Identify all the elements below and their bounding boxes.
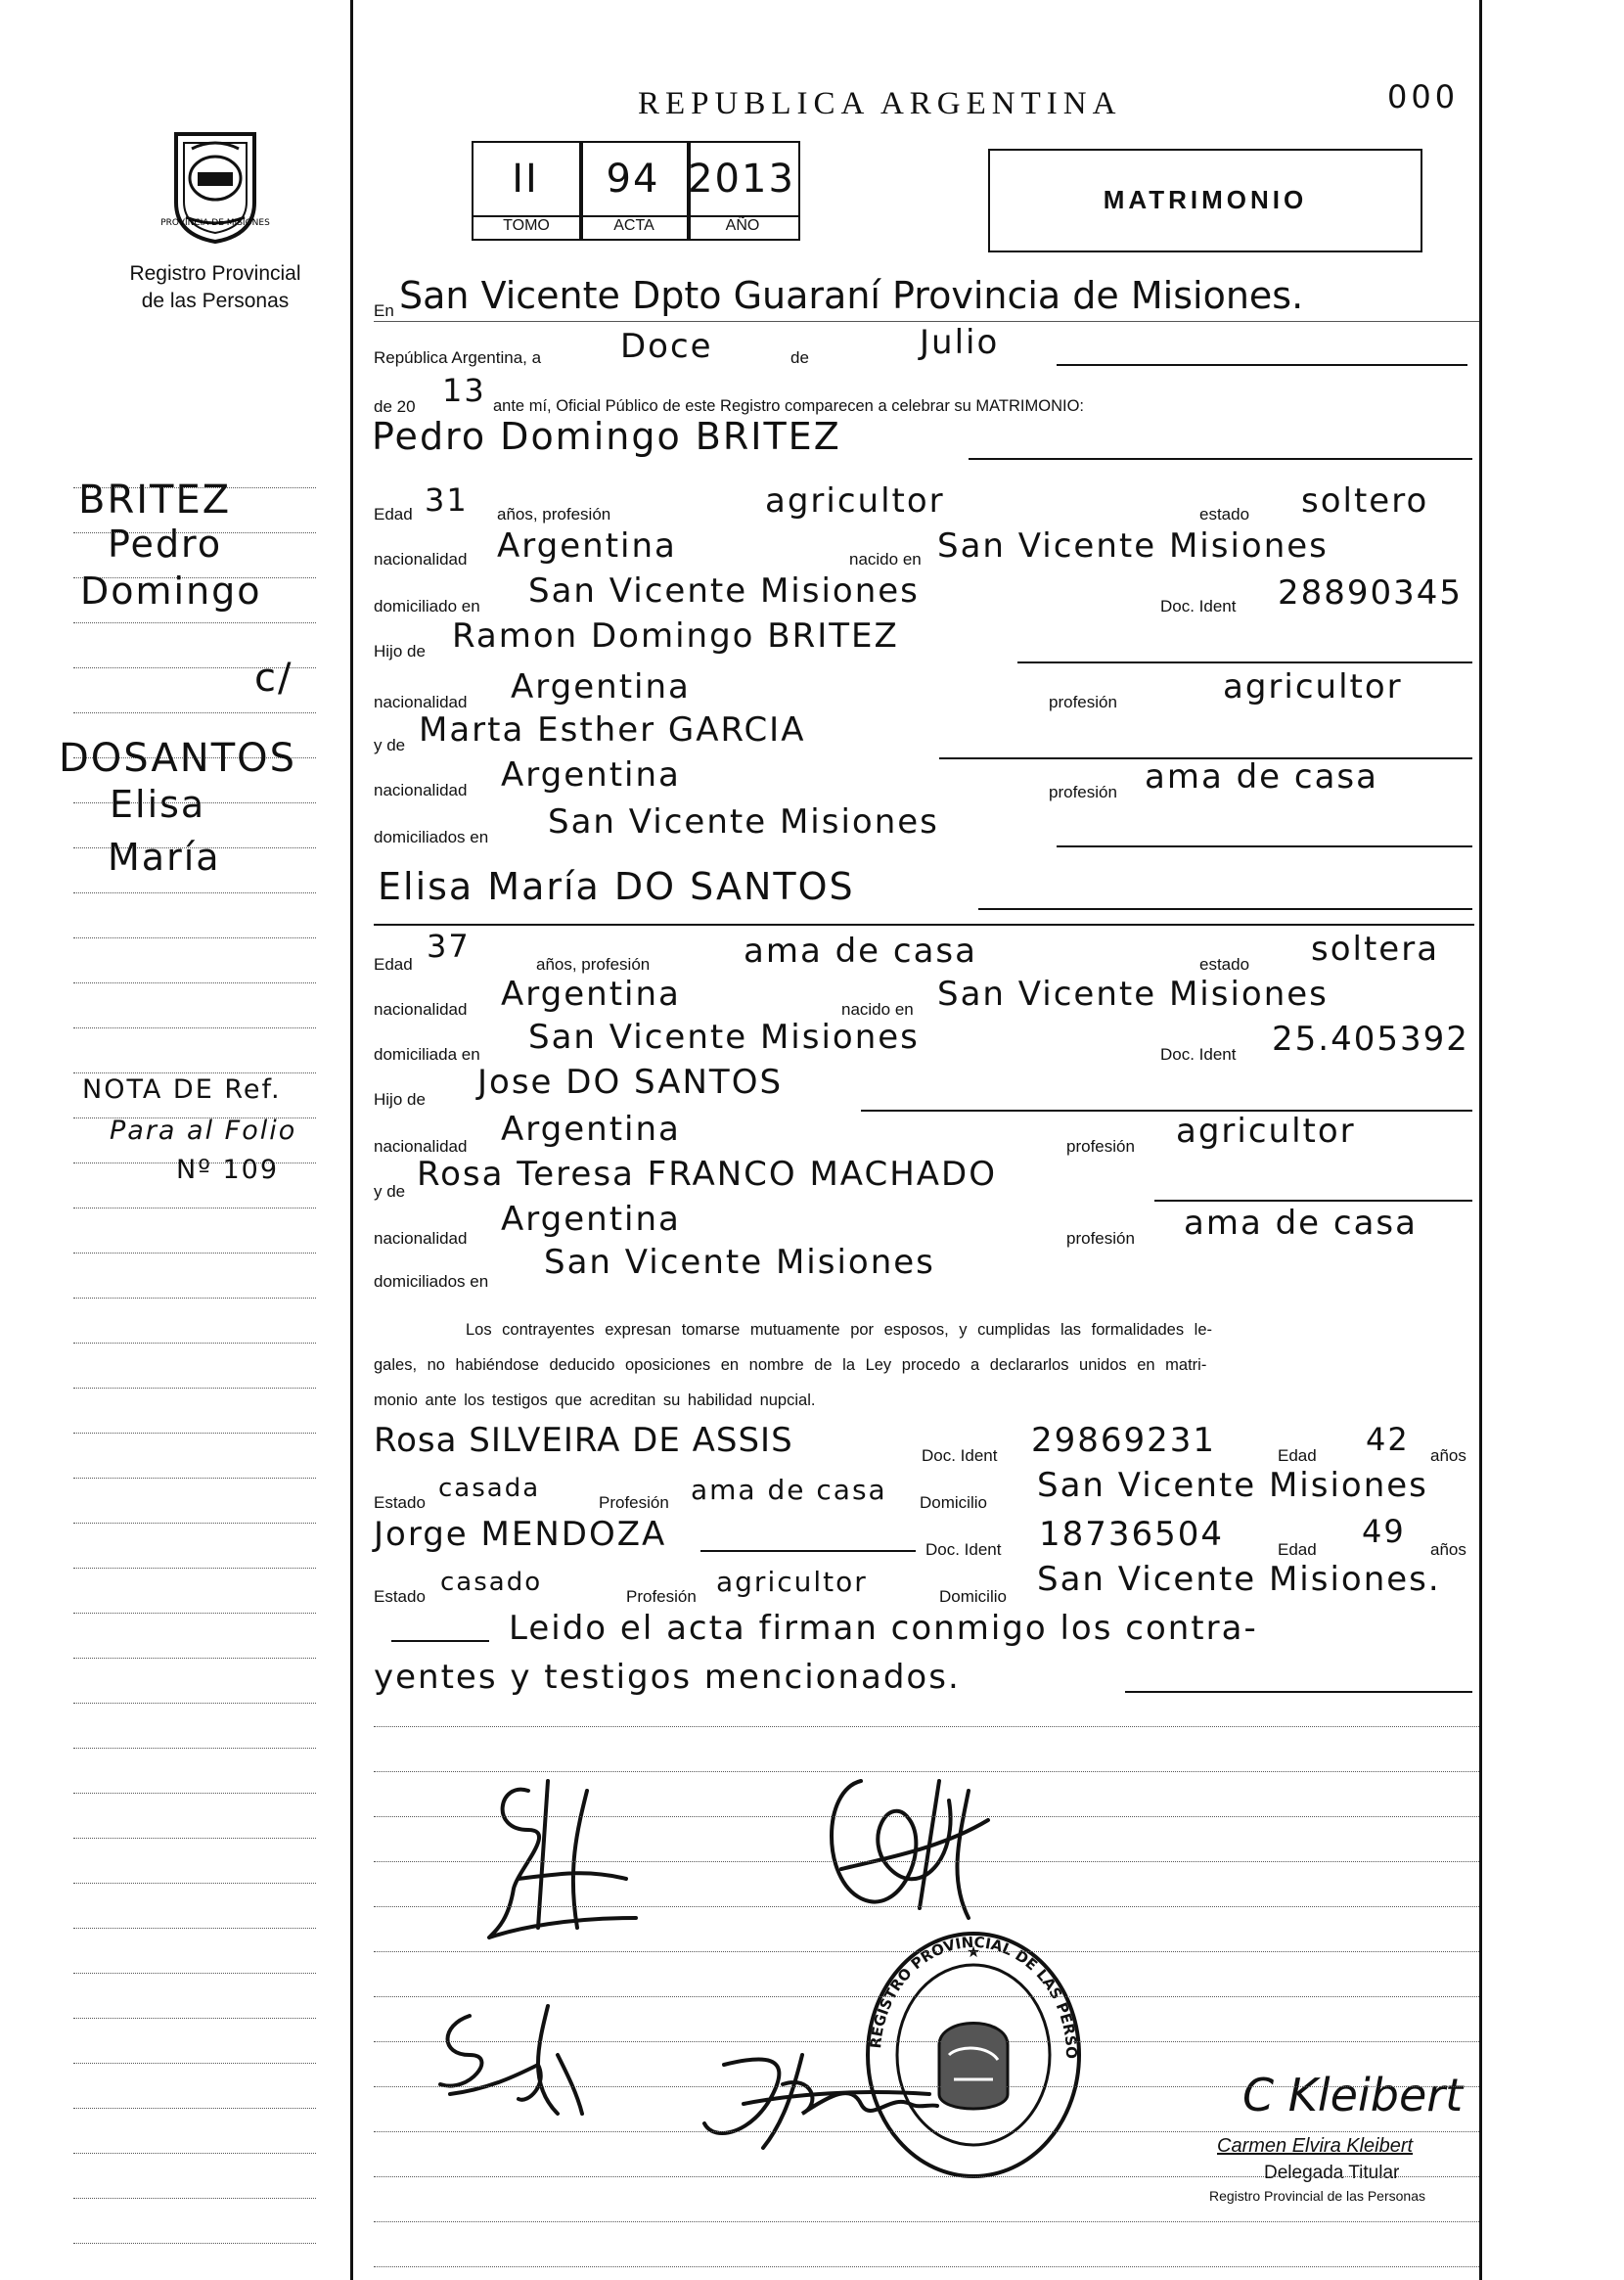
margin-ruled-line — [73, 2243, 316, 2244]
body-ruled-line — [374, 2131, 1479, 2132]
bride-hijo-label: Hijo de — [374, 1090, 426, 1109]
bride-nacido-label: nacido en — [841, 1000, 914, 1019]
groom-estado-label: estado — [1199, 505, 1250, 524]
witness1-estado: casada — [438, 1474, 541, 1503]
witness1-anos-label: años — [1430, 1446, 1466, 1465]
margin-ruled-line — [73, 1343, 316, 1344]
body-ruled-line — [374, 1906, 1479, 1907]
groom-profesion: agricultor — [765, 481, 945, 521]
country-title: REPUBLICA ARGENTINA — [638, 86, 1122, 121]
margin-bride-surname: DOSANTOS — [59, 736, 297, 781]
groom-padre-prof: agricultor — [1223, 667, 1403, 707]
body-ruled-line — [374, 2041, 1479, 2042]
tomo-value: II — [512, 157, 539, 202]
body-ruled-line — [374, 1951, 1479, 1952]
en-label: En — [374, 301, 394, 320]
bride-padre: Jose DO SANTOS — [477, 1063, 784, 1102]
de-label: de — [790, 348, 809, 367]
official-org: Registro Provincial de las Personas — [1209, 2188, 1425, 2204]
groom-signature — [460, 1771, 646, 1957]
groom-madre: Marta Esther GARCIA — [419, 710, 806, 750]
witness2-edad: 49 — [1362, 1513, 1406, 1550]
bride-anos-prof-label: años, profesión — [536, 955, 651, 974]
groom-madre-prof-label: profesión — [1049, 783, 1117, 801]
bride-signature — [802, 1761, 998, 1938]
closing-fill-line — [1125, 1691, 1472, 1693]
body-ruled-line — [374, 1996, 1479, 1997]
official-title: Delegada Titular — [1264, 2163, 1400, 2183]
witness2-anos-label: años — [1430, 1540, 1466, 1559]
margin-ruled-line — [73, 1748, 316, 1749]
margin-ruled-line — [73, 1433, 316, 1434]
witness2-fill-line — [700, 1550, 916, 1552]
bride-padre-prof-label: profesión — [1066, 1137, 1135, 1156]
act-type-title: MATRIMONIO — [1103, 185, 1308, 214]
groom-anos-prof-label: años, profesión — [497, 505, 611, 524]
day-value: Doce — [620, 327, 713, 366]
witness1-doc: 29869231 — [1031, 1421, 1217, 1460]
republica-label: República Argentina, a — [374, 348, 542, 367]
groom-doms-label: domiciliados en — [374, 828, 489, 846]
bride-doc: 25.405392 — [1272, 1020, 1469, 1059]
bride-estado: soltera — [1311, 930, 1440, 969]
witness1-edad: 42 — [1366, 1421, 1410, 1458]
bride-nacido: San Vicente Misiones — [937, 975, 1329, 1014]
registry-name-line1: Registro Provincial — [129, 262, 301, 285]
declaration-line3: monio ante los testigos que acreditan su habilidad nupcial. — [374, 1391, 816, 1409]
margin-note-line2: Para al Folio — [110, 1116, 297, 1146]
witness2-estado-label: Estado — [374, 1587, 426, 1606]
bride-yde-label: y de — [374, 1182, 406, 1201]
bride-domicilio: San Vicente Misiones — [528, 1018, 920, 1057]
bride-doc-label: Doc. Ident — [1160, 1045, 1237, 1064]
groom-padre-nac: Argentina — [511, 667, 691, 707]
bride-madre-fill-line — [1154, 1200, 1472, 1202]
body-ruled-line — [374, 2086, 1479, 2087]
bride-estado-label: estado — [1199, 955, 1250, 974]
margin-ruled-line — [73, 1253, 316, 1254]
margin-groom-name2: Domingo — [80, 570, 262, 613]
ante-text: ante mí, Oficial Público de este Registro comparecen a celebrar su MATRIMONIO: — [493, 397, 1085, 415]
witness2-name: Jorge MENDOZA — [374, 1515, 667, 1554]
witness2-dom-label: Domicilio — [939, 1587, 1007, 1606]
margin-ruled-line — [73, 937, 316, 938]
margin-ruled-line — [73, 2153, 316, 2154]
witness2-domicilio: San Vicente Misiones. — [1037, 1560, 1441, 1599]
witness1-dom-label: Domicilio — [920, 1493, 987, 1512]
body-ruled-line — [374, 1771, 1479, 1772]
closing-line1: Leido el acta firman conmigo los contra- — [509, 1609, 1258, 1648]
margin-ruled-line — [73, 1478, 316, 1479]
witness1-signature — [430, 1996, 587, 2123]
groom-domicilio: San Vicente Misiones — [528, 571, 920, 611]
witness1-name: Rosa SILVEIRA DE ASSIS — [374, 1421, 793, 1460]
registry-name-line2: de las Personas — [141, 290, 290, 312]
bride-madre-nac-label: nacionalidad — [374, 1229, 468, 1248]
groom-padre: Ramon Domingo BRITEZ — [452, 616, 899, 656]
tomo-label: TOMO — [503, 217, 550, 234]
groom-doc-label: Doc. Ident — [1160, 597, 1237, 616]
margin-ruled-line — [73, 982, 316, 983]
groom-edad-label: Edad — [374, 505, 413, 524]
declaration-line1: Los contrayentes expresan tomarse mutuamente por esposos, y cumplidas las formalidades le- — [466, 1321, 1213, 1339]
page-number: 000 — [1387, 78, 1460, 115]
body-ruled-line — [374, 2176, 1479, 2177]
body-ruled-line — [374, 2221, 1479, 2222]
official-signature: C Kleibert — [1242, 2069, 1464, 2121]
seal-lettering: PROVINCIA DE MISIONES — [160, 218, 270, 228]
bride-nac-label: nacionalidad — [374, 1000, 468, 1019]
witness1-estado-label: Estado — [374, 1493, 426, 1512]
month-value: Julio — [920, 323, 1000, 362]
acta-value: 94 — [606, 157, 660, 202]
witness1-edad-label: Edad — [1278, 1446, 1317, 1465]
margin-bride-name1: Elisa — [110, 783, 206, 826]
margin-connector: c/ — [254, 656, 293, 701]
margin-ruled-line — [73, 1793, 316, 1794]
groom-nacido: San Vicente Misiones — [937, 526, 1329, 566]
bride-padre-nac: Argentina — [501, 1110, 681, 1149]
witness2-profesion: agricultor — [716, 1566, 868, 1598]
margin-note-line1: NOTA DE Ref. — [82, 1074, 282, 1105]
official-name: Carmen Elvira Kleibert — [1217, 2135, 1414, 2157]
margin-ruled-line — [73, 2108, 316, 2109]
groom-edad: 31 — [425, 481, 469, 519]
groom-doms-fill-line — [1057, 845, 1472, 847]
margin-note-line3: Nº 109 — [176, 1155, 280, 1185]
margin-ruled-line — [73, 2018, 316, 2019]
official-stamp — [861, 1928, 1086, 2182]
bride-padre-nac-label: nacionalidad — [374, 1137, 468, 1156]
witness1-prof-label: Profesión — [599, 1493, 669, 1512]
closing-line2: yentes y testigos mencionados. — [374, 1658, 961, 1697]
bride-padre-fill-line — [861, 1110, 1472, 1112]
month-fill-line — [1057, 364, 1467, 366]
groom-madre-prof: ama de casa — [1145, 757, 1378, 797]
margin-ruled-line — [73, 1703, 316, 1704]
groom-padre-prof-label: profesión — [1049, 693, 1117, 711]
groom-full-name: Pedro Domingo BRITEZ — [372, 415, 841, 458]
groom-padre-nac-label: nacionalidad — [374, 693, 468, 711]
bride-dom-label: domiciliada en — [374, 1045, 480, 1064]
groom-madre-nac: Argentina — [501, 755, 681, 795]
bride-name-fill-line — [978, 908, 1472, 910]
margin-ruled-line — [73, 1658, 316, 1659]
margin-ruled-line — [73, 892, 316, 893]
margin-ruled-line — [73, 1613, 316, 1614]
witness2-edad-label: Edad — [1278, 1540, 1317, 1559]
groom-estado: soltero — [1301, 481, 1429, 521]
bride-full-name: Elisa María DO SANTOS — [378, 865, 855, 908]
groom-yde-label: y de — [374, 736, 406, 754]
bride-madre-prof-label: profesión — [1066, 1229, 1135, 1248]
left-border-line — [350, 0, 353, 2280]
bride-edad: 37 — [427, 928, 471, 965]
groom-hijo-label: Hijo de — [374, 642, 426, 661]
groom-doc: 28890345 — [1278, 573, 1464, 613]
bride-section-divider — [374, 924, 1474, 926]
margin-groom-surname: BRITEZ — [78, 478, 232, 523]
margin-ruled-line — [73, 1883, 316, 1884]
year-suffix: 13 — [442, 372, 486, 409]
margin-ruled-line — [73, 1298, 316, 1299]
witness1-doc-label: Doc. Ident — [922, 1446, 998, 1465]
margin-ruled-line — [73, 2198, 316, 2199]
body-ruled-line — [374, 1816, 1479, 1817]
groom-nacionalidad: Argentina — [497, 526, 677, 566]
acta-label: ACTA — [613, 217, 654, 234]
registry-seal — [157, 119, 274, 247]
margin-ruled-line — [73, 1568, 316, 1569]
groom-nac-label: nacionalidad — [374, 550, 468, 569]
groom-nacido-label: nacido en — [849, 550, 922, 569]
bride-padre-prof: agricultor — [1176, 1112, 1356, 1151]
witness2-doc: 18736504 — [1039, 1515, 1225, 1554]
groom-dom-label: domiciliado en — [374, 597, 480, 616]
witness1-domicilio: San Vicente Misiones — [1037, 1466, 1428, 1505]
groom-name-fill-line — [969, 458, 1472, 460]
margin-bride-name2: María — [108, 836, 221, 879]
bride-profesion: ama de casa — [744, 932, 977, 971]
margin-ruled-line — [73, 712, 316, 713]
year-prefix: de 20 — [374, 397, 416, 416]
stamp-star: ★ — [966, 1944, 981, 1961]
stamp-lettering: REGISTRO PROVINCIAL DE LAS PERSO — [867, 1933, 1081, 2060]
body-ruled-line — [374, 1726, 1479, 1727]
body-ruled-line — [374, 1861, 1479, 1862]
witness2-doc-label: Doc. Ident — [925, 1540, 1002, 1559]
declaration-line2: gales, no habiéndose deducido oposiciones en nombre de la Ley procedo a declararlos unidos en matri- — [374, 1356, 1207, 1374]
margin-ruled-line — [73, 1973, 316, 1974]
body-ruled-line — [374, 2266, 1479, 2267]
bride-madre-nac: Argentina — [501, 1200, 681, 1239]
margin-ruled-line — [73, 1388, 316, 1389]
groom-madre-nac-label: nacionalidad — [374, 781, 468, 799]
groom-padre-fill-line — [1017, 661, 1472, 663]
bride-madre-prof: ama de casa — [1184, 1204, 1418, 1243]
bride-padres-dom: San Vicente Misiones — [544, 1243, 935, 1282]
place-value: San Vicente Dpto Guaraní Provincia de Misiones. — [399, 274, 1304, 317]
margin-ruled-line — [73, 2063, 316, 2064]
witness2-estado: casado — [440, 1568, 543, 1597]
margin-ruled-line — [73, 1027, 316, 1028]
margin-ruled-line — [73, 1838, 316, 1839]
margin-ruled-line — [73, 622, 316, 623]
witness2-prof-label: Profesión — [626, 1587, 697, 1606]
margin-ruled-line — [73, 1072, 316, 1073]
closing-indent-line — [391, 1640, 489, 1642]
bride-edad-label: Edad — [374, 955, 413, 974]
groom-padres-dom: San Vicente Misiones — [548, 802, 939, 842]
ano-label: AÑO — [725, 217, 760, 234]
bride-doms-label: domiciliados en — [374, 1272, 489, 1291]
bride-nacionalidad: Argentina — [501, 975, 681, 1014]
right-border-line — [1479, 0, 1482, 2280]
bride-madre: Rosa Teresa FRANCO MACHADO — [417, 1155, 997, 1194]
ano-value: 2013 — [688, 157, 795, 202]
margin-ruled-line — [73, 1928, 316, 1929]
margin-ruled-line — [73, 1523, 316, 1524]
witness1-profesion: ama de casa — [691, 1474, 887, 1506]
margin-groom-name1: Pedro — [108, 523, 223, 566]
